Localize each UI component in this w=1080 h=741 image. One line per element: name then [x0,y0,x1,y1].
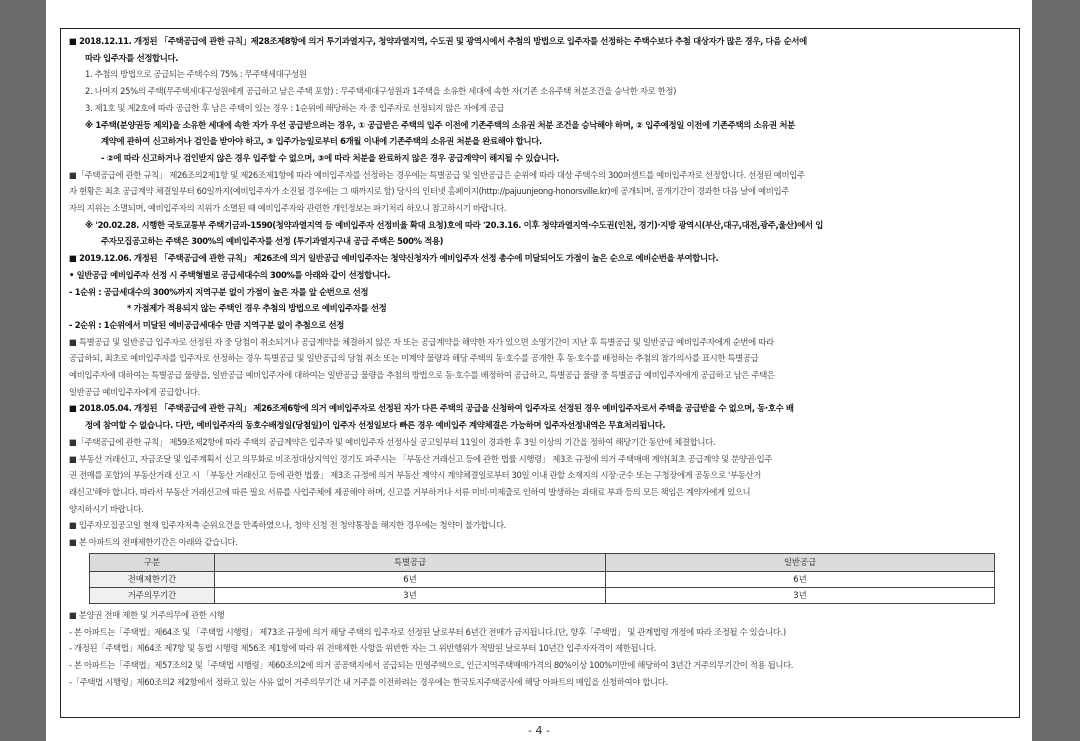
text-line: 자 현황은 최초 공급계약 체결일부터 60일까지(예비입주자가 소진될 경우에는 그 때까지로 함) 당사의 인터넷 홈페이지(http://pajuunjeong-honorsville.kr)에 공개되며, 공개기간이 경과한 다음 날에 예비입주 [69,186,789,197]
text-line: 일반공급 예비입주자에게 공급합니다. [69,386,200,397]
text-line: ■ 본 아파트의 전매제한기간은 아래와 같습니다. [69,537,238,548]
table-row-header: 거주의무기간 [90,587,215,603]
text-line: 권 전매를 포함)의 부동산거래 신고 시 「부동산 거래신고 등에 관한 법률」 제3조 규정에 의거 부동산 계약시 계약체결일로부터 30일 이내 관할 소재지의 시장·군수 또는 구청장에게 공동으로 '부동산거 [69,470,761,481]
resale-notes-block [69,607,1011,691]
text-line: • 일반공급 예비입주자 선정 시 주택형별로 공급세대수의 300%를 아래와 같이 선정합니다. [69,269,391,280]
text-line: ■ 입주자모집공고일 현재 입주자저축 순위요건을 만족하였으나, 청약 신청 전 청약통장을 해지한 경우에는 청약이 불가합니다. [69,520,506,531]
text-line: 정에 참여할 수 없습니다. 다만, 예비입주자의 동호수배정일(당첨일)이 입주자 선정일보다 빠른 경우 예비입주 계약체결은 가능하며 입주자선정내역은 무효처리됩니다. [85,420,666,431]
text-line: ■ 분양권 전매 제한 및 거주의무에 관한 시행 [69,609,225,620]
text-line: 따라 입주자를 선정합니다. [85,52,179,63]
text-line: ■ 부동산 거래신고, 자금조달 및 입주계획서 신고 의무화로 비조정대상지역인 경기도 파주시는 「부동산 거래신고 등에 관한 법률 시행령」 제3조 규정에 의거 주택매매 계약(최초 공급계약 및 분양권·입주 [69,453,773,464]
page-number: - 4 - [528,724,550,737]
table-header-cell: 특별공급 [215,553,606,571]
text-line: - 개정된「주택법」제64조 제7항 및 동법 시행령 제56조 제1항에 따라 위 전매제한 사항을 위반한 자는 그 위반행위가 적발된 날로부터 10년간 입주자자격이 제한됩니다. [69,643,656,654]
text-line: 양지하시기 바랍니다. [69,503,144,514]
text-line: - 1순위 : 공급세대수의 300%까지 지역구분 없이 가점이 높은 자를 앞 순번으로 선정 [69,286,369,297]
table-cell: 6년 [215,571,606,587]
table-cell: 3년 [606,587,995,603]
table-row [90,571,995,587]
text-line: 3. 제1호 및 제2호에 따라 공급한 후 남은 주택이 있는 경우 : 1순위에 해당하는 자 중 입주자로 선정되지 않은 자에게 공급 [85,102,505,113]
text-line: ■ 2019.12.06. 개정된 「주택공급에 관한 규칙」 제26조에 의거 일반공급 예비입주자는 청약신청자가 예비입주자 선정 총수에 미달되어도 가점이 높은 순으로 예비순번을 부여합니다. [69,253,719,264]
text-line: 예비입주자에 대하여는 특별공급 물량을, 일반공급 예비입주자에 대하여는 일반공급 물량을 추첨의 방법으로 동·호수를 배정하여 공급하고, 특별공급 물량 중 특별공급 예비입주자에게 공급하고 남은 주택은 [69,370,775,381]
text-line: 공급하되, 최초로 예비입주자를 입주자로 선정하는 경우 특별공급 및 일반공급의 당첨 취소 또는 미계약 물량과 해당 주택의 동·호수를 공개한 후 동·호수를 배정하는 추첨의 참가의사를 표시한 특별공급 [69,353,759,364]
table-row [90,587,995,603]
text-line: ■ 2018.12.11. 개정된 「주택공급에 관한 규칙」제28조제8항에 의거 투기과열지구, 청약과열지역, 수도권 및 광역시에서 추첨의 방법으로 입주자를 선정하는 주택수보다 추첨 대상자가 많은 경우, 다음 순서에 [69,36,807,46]
notice-frame [60,28,1020,718]
text-line: 주자모집공고하는 주택은 300%의 예비입주자를 선정 (투기과열지구내 공급 주택은 500% 적용) [101,236,444,247]
text-line: -「주택법 시행령」제60조의2 제2항에서 정하고 있는 사유 없이 거주의무기간 내 거주를 이전하려는 경우에는 한국토지주택공사에 해당 아파트의 매입을 신청하여야 합니다. [69,676,668,687]
table-cell: 6년 [606,571,995,587]
text-line: 1. 추첨의 방법으로 공급되는 주택수의 75% : 무주택세대구성원 [85,69,307,80]
text-line: 계약에 관하여 신고하거나 검인을 받아야 하고, ③ 입주가능일로부터 6개월 이내에 기존주택의 소유권 처분을 완료해야 합니다. [101,136,542,147]
text-line: ■ 특별공급 및 일반공급 입주자로 선정된 자 중 당첨이 취소되거나 공급계약을 체결하지 않은 자 또는 공급계약을 해약한 자가 있으면 소명기간이 지난 후 특별공급 및 일반공급 예비입주자에게 순번에 따라 [69,336,774,347]
table-header-cell: 구분 [90,553,215,571]
text-line: 래신고'해야 합니다. 따라서 부동산 거래신고에 따른 필요 서류를 사업주체에 제공해야 하며, 신고를 거부하거나 서류 미비·미제출로 인하여 발생하는 과태료 부과 등의 모든 책임은 계약자에게 있으니 [69,486,751,497]
text-line: - 2순위 : 1순위에서 미달된 예비공급세대수 만큼 지역구분 없이 추첨으로 선정 [69,319,344,330]
document-page [46,0,1032,741]
text-line: - 본 아파트는「주택법」제64조 및 「주택법 시행령」 제73조 규정에 의거 해당 주택의 입주자로 선정된 날로부터 6년간 전매가 금지됩니다.(단, 향후「주택법」 및 관계법령 개정에 따라 조정될 수 있습니다.) [69,626,786,637]
text-line: ■「주택공급에 관한 규칙」 제26조의2제1항 및 제26조제1항에 따라 예비입주자를 선정하는 경우에는 특별공급 및 일반공급은 순위에 따라 대상 주택수의 300퍼센트를 예비입주자로 선정합니다. 선정된 예비입주 [69,169,805,180]
notice-text-block [69,33,1011,551]
table-header-cell: 일반공급 [606,553,995,571]
text-line: - ②에 따라 신고하거나 검인받지 않은 경우 입주할 수 없으며, ③에 따라 처분을 완료하지 않은 경우 공급계약이 해지될 수 있습니다. [101,152,560,163]
text-line: 2. 나머지 25%의 주택(무주택세대구성원에게 공급하고 남은 주택 포함) : 무주택세대구성원과 1주택을 소유한 세대에 속한 자(기존 소유주택 처분조건을 승낙한 자로 한정) [85,86,677,97]
text-line: * 가점제가 적용되지 않는 주택인 경우 추첨의 방법으로 예비입주자를 선정 [127,303,387,314]
resale-restriction-table [89,553,995,604]
text-line: ■「주택공급에 관한 규칙」 제59조제2항에 따라 주택의 공급계약은 입주자 및 예비입주자 선정사실 공고일부터 11일이 경과한 후 3일 이상의 기간을 정하여 해당기간 동안에 체결합니다. [69,436,716,447]
text-line: - 본 아파트는「주택법」제57조의2 및「주택법 시행령」제60조의2에 의거 공공택지에서 공급되는 민영주택으로, 인근지역주택매매가격의 80%이상 100%미만에 해당하여 3년간 거주의무기간이 적용 됩니다. [69,659,794,670]
table-cell: 3년 [215,587,606,603]
table-header-row [90,553,995,571]
text-line: ※ 1주택(분양권등 제외)을 소유한 세대에 속한 자가 우선 공급받으려는 경우, ① 공급받은 주택의 입주 이전에 기존주택의 소유권 처분 조건을 승낙해야 하며, ② 입주예정일 이전에 기존주택의 소유권 처분 [85,119,795,130]
table-row-header: 전매제한기간 [90,571,215,587]
text-line: ※ '20.02.28. 시행한 국토교통부 주택기금과-1590(청약과열지역 등 예비입주자 선정비율 확대 요청)호에 따라 '20.3.16. 이후 청약과열지역·수도권(인천, 경기)·지방 광역시(부산,대구,대전,광주,울산)에서 입 [85,219,824,230]
text-line: ■ 2018.05.04. 개정된 「주택공급에 관한 규칙」 제26조제6항에 의거 예비입주자로 선정된 자가 다른 주택의 공급을 신청하여 입주자로 선정된 경우 예비입주자로서 주택을 공급받을 수 없으며, 동·호수 배 [69,403,794,414]
text-line: 자의 지위는 소멸되며, 예비입주자의 지위가 소멸된 때 예비입주자와 관련한 개인정보는 파기처리 하오니 참고하시기 바랍니다. [69,203,507,214]
